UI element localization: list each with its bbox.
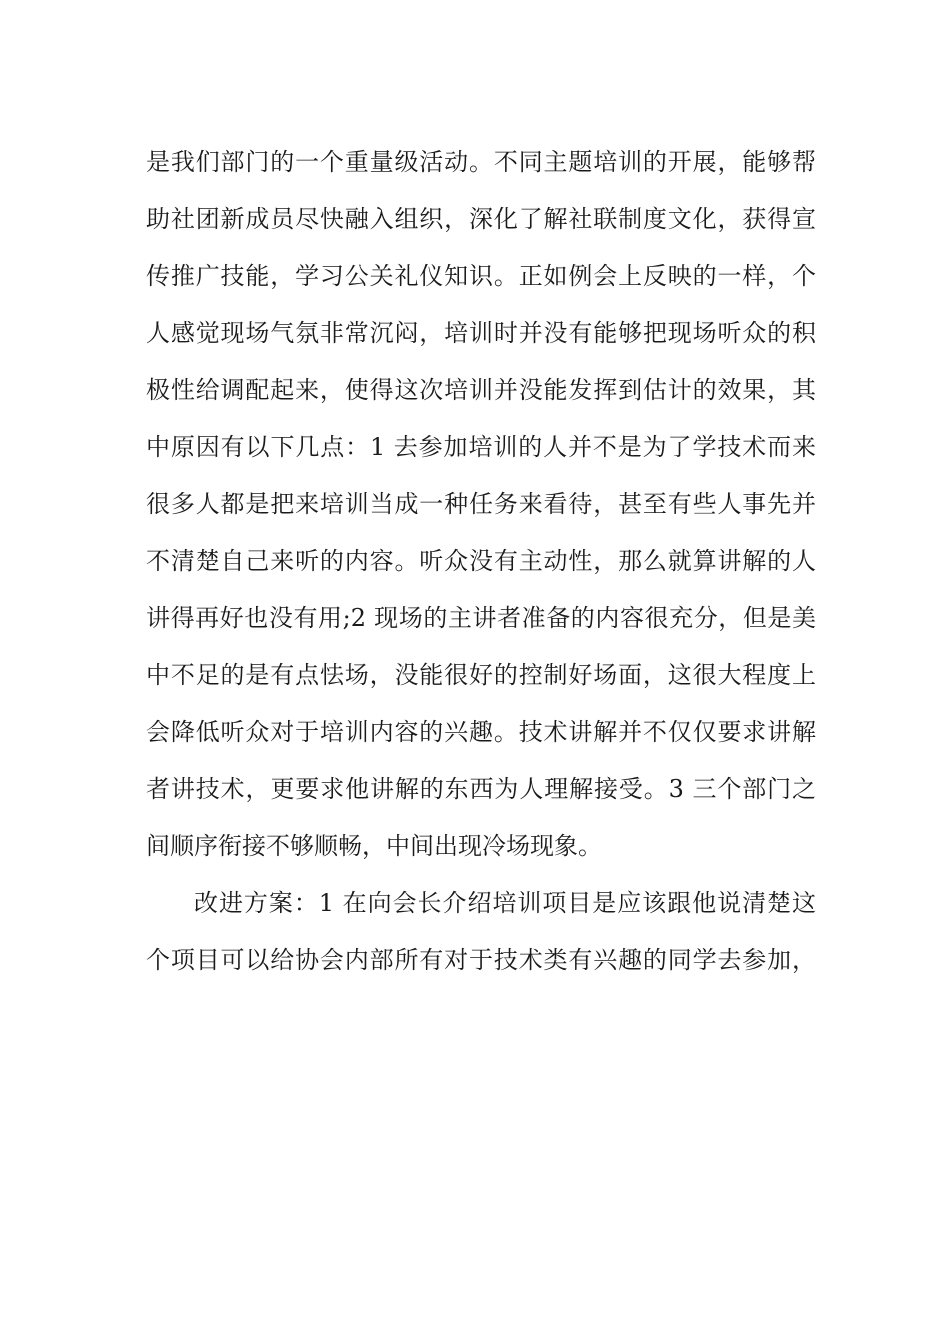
text-line: 极性给调配起来，使得这次培训并没能发挥到估计的效果，其: [146, 376, 816, 404]
text-line: 助社团新成员尽快融入组织，深化了解社联制度文化，获得宣: [146, 205, 816, 233]
paragraph-2: [146, 875, 816, 989]
text-line: 中原因有以下几点：1 去参加培训的人并不是为了学技术而来: [146, 433, 816, 461]
text-line: 间顺序衔接不够顺畅，中间出现冷场现象。: [146, 832, 602, 860]
text-line: 会降低听众对于培训内容的兴趣。技术讲解并不仅仅要求讲解: [146, 718, 816, 746]
text-line: 人感觉现场气氛非常沉闷，培训时并没有能够把现场听众的积: [146, 319, 816, 347]
text-line: 不清楚自己来听的内容。听众没有主动性，那么就算讲解的人: [146, 547, 816, 575]
paragraph-1: [146, 134, 816, 875]
text-line: 中不足的是有点怯场，没能很好的控制好场面，这很大程度上: [146, 661, 816, 689]
text-line: 很多人都是把来培训当成一种任务来看待，甚至有些人事先并: [146, 490, 816, 518]
document-body: [146, 134, 816, 989]
text-line: 是我们部门的一个重量级活动。不同主题培训的开展，能够帮: [146, 148, 816, 176]
text-line: 者讲技术，更要求他讲解的东西为人理解接受。3 三个部门之: [146, 775, 816, 803]
text-line: 改进方案：1 在向会长介绍培训项目是应该跟他说清楚这: [194, 889, 816, 917]
text-line: 传推广技能，学习公关礼仪知识。正如例会上反映的一样，个: [146, 262, 816, 290]
text-line: 讲得再好也没有用;2 现场的主讲者准备的内容很充分，但是美: [146, 604, 816, 632]
text-line: 个项目可以给协会内部所有对于技术类有兴趣的同学去参加，: [146, 946, 816, 974]
